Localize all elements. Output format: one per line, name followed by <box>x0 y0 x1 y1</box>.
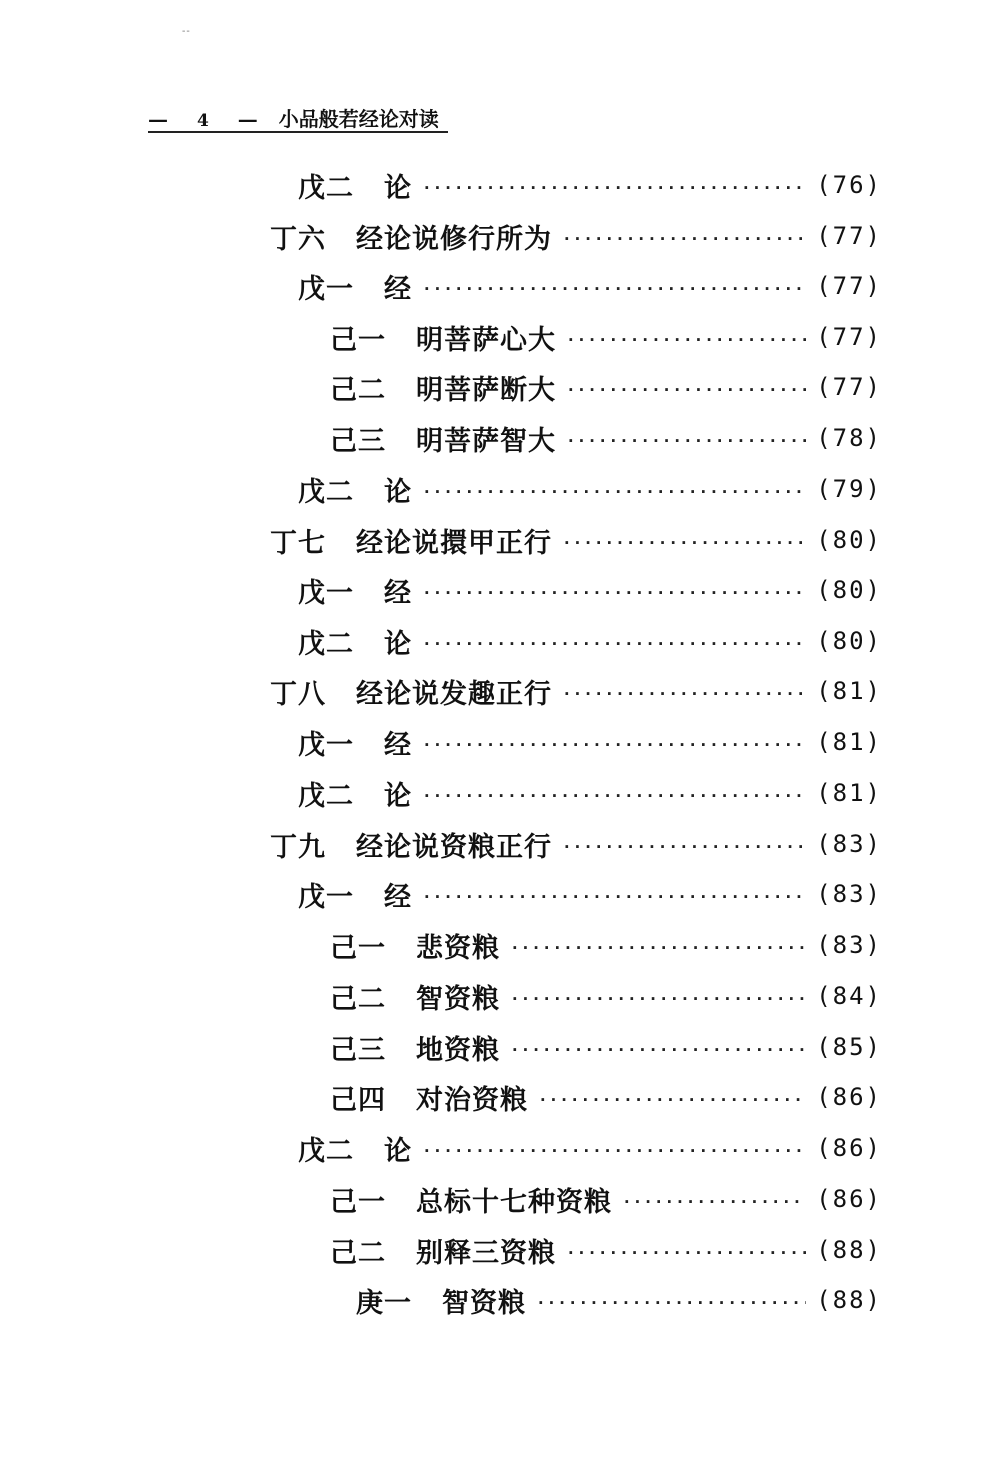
dot-leader <box>422 565 806 615</box>
toc-entry[interactable] <box>330 1174 882 1224</box>
entry-page: (86) <box>816 1083 882 1111</box>
entry-page: (88) <box>816 1286 882 1314</box>
entry-title: 经 <box>384 577 412 609</box>
dot-leader <box>562 666 806 716</box>
entry-page: (81) <box>816 779 882 807</box>
toc-entry[interactable] <box>270 666 882 716</box>
dot-leader <box>566 1225 806 1275</box>
dot-leader <box>422 869 806 919</box>
entry-title: 经论说擐甲正行 <box>356 527 552 559</box>
dot-leader <box>422 717 806 767</box>
entry-label: 己二 <box>330 1237 386 1269</box>
entry-label: 戊二 <box>298 1135 354 1167</box>
header-dash-left: — <box>148 107 168 131</box>
toc-entry[interactable] <box>270 819 882 869</box>
toc-entry[interactable] <box>330 362 882 412</box>
toc-entry[interactable] <box>270 211 882 261</box>
entry-page: (80) <box>816 576 882 604</box>
toc-entry[interactable] <box>298 1123 882 1173</box>
entry-title: 论 <box>384 628 412 660</box>
header-dash-right: — <box>237 107 258 131</box>
dot-leader <box>566 312 806 362</box>
entry-page: (77) <box>816 323 882 351</box>
toc-entry[interactable] <box>298 869 882 919</box>
entry-label: 丁九 <box>270 831 326 863</box>
entry-title: 智资粮 <box>442 1287 526 1319</box>
entry-page: (77) <box>816 373 882 401</box>
entry-page: (83) <box>816 931 882 959</box>
dot-leader <box>622 1174 806 1224</box>
entry-title: 论 <box>384 1135 412 1167</box>
entry-page: (86) <box>816 1134 882 1162</box>
entry-title: 别释三资粮 <box>416 1237 556 1269</box>
toc-entry[interactable] <box>330 413 882 463</box>
dot-leader <box>538 1072 806 1122</box>
entry-title: 明菩萨智大 <box>416 425 556 457</box>
entry-label: 戊一 <box>298 577 354 609</box>
entry-label: 戊二 <box>298 780 354 812</box>
entry-title: 对治资粮 <box>416 1084 528 1116</box>
entry-label: 己四 <box>330 1084 386 1116</box>
entry-page: (88) <box>816 1236 882 1264</box>
dot-leader <box>422 1123 806 1173</box>
entry-page: (78) <box>816 424 882 452</box>
entry-page: (83) <box>816 880 882 908</box>
dot-leader <box>422 768 806 818</box>
entry-title: 悲资粮 <box>416 932 500 964</box>
dot-leader <box>562 515 806 565</box>
entry-title: 总标十七种资粮 <box>416 1186 612 1218</box>
toc-entry[interactable] <box>298 717 882 767</box>
entry-label: 己一 <box>330 324 386 356</box>
header-rule <box>148 131 448 133</box>
toc-entry[interactable] <box>330 1022 882 1072</box>
book-title: 小品般若经论对读 <box>278 107 439 131</box>
entry-title: 经论说资粮正行 <box>356 831 552 863</box>
entry-page: (79) <box>816 475 882 503</box>
entry-title: 论 <box>384 780 412 812</box>
dot-leader <box>422 160 806 210</box>
dot-leader <box>510 920 806 970</box>
entry-title: 经 <box>384 881 412 913</box>
toc-entry[interactable] <box>298 565 882 615</box>
entry-label: 己一 <box>330 1186 386 1218</box>
entry-label: 己二 <box>330 374 386 406</box>
entry-label: 戊二 <box>298 172 354 204</box>
entry-label: 己二 <box>330 983 386 1015</box>
dot-leader <box>566 362 806 412</box>
dot-leader <box>422 616 806 666</box>
toc-entry[interactable] <box>330 971 882 1021</box>
toc-entry[interactable] <box>298 464 882 514</box>
entry-page: (80) <box>816 526 882 554</box>
entry-label: 丁六 <box>270 223 326 255</box>
toc-entry[interactable] <box>330 312 882 362</box>
entry-label: 戊一 <box>298 729 354 761</box>
toc-entry[interactable] <box>298 768 882 818</box>
entry-page: (81) <box>816 677 882 705</box>
toc-entry[interactable] <box>298 616 882 666</box>
entry-label: 戊二 <box>298 476 354 508</box>
entry-label: 庚一 <box>356 1287 412 1319</box>
entry-title: 论 <box>384 172 412 204</box>
entry-title: 地资粮 <box>416 1034 500 1066</box>
entry-title: 经 <box>384 273 412 305</box>
toc-entry[interactable] <box>298 261 882 311</box>
toc-entry[interactable] <box>270 515 882 565</box>
dot-leader <box>510 1022 806 1072</box>
toc-entry[interactable] <box>330 920 882 970</box>
entry-page: (77) <box>816 272 882 300</box>
entry-label: 己三 <box>330 1034 386 1066</box>
entry-title: 论 <box>384 476 412 508</box>
entry-label: 戊一 <box>298 881 354 913</box>
entry-title: 智资粮 <box>416 983 500 1015</box>
dot-leader <box>422 261 806 311</box>
entry-label: 己三 <box>330 425 386 457</box>
dot-leader <box>566 413 806 463</box>
entry-label: 戊二 <box>298 628 354 660</box>
entry-page: (81) <box>816 728 882 756</box>
dot-leader <box>562 819 806 869</box>
page-number: 4 <box>196 111 209 131</box>
entry-title: 明菩萨断大 <box>416 374 556 406</box>
entry-page: (80) <box>816 627 882 655</box>
dot-leader <box>562 211 806 261</box>
entry-title: 明菩萨心大 <box>416 324 556 356</box>
entry-title: 经 <box>384 729 412 761</box>
entry-label: 丁七 <box>270 527 326 559</box>
entry-label: 己一 <box>330 932 386 964</box>
entry-page: (86) <box>816 1185 882 1213</box>
running-header <box>148 104 448 134</box>
dot-leader <box>422 464 806 514</box>
toc-entry[interactable] <box>330 1072 882 1122</box>
dot-leader <box>536 1275 806 1325</box>
entry-page: (84) <box>816 982 882 1010</box>
dot-leader <box>510 971 806 1021</box>
toc-entry[interactable] <box>298 160 882 210</box>
toc-entry[interactable] <box>330 1225 882 1275</box>
scan-mark: -- <box>182 26 191 37</box>
entry-label: 戊一 <box>298 273 354 305</box>
entry-label: 丁八 <box>270 678 326 710</box>
entry-page: (77) <box>816 222 882 250</box>
entry-page: (76) <box>816 171 882 199</box>
entry-page: (83) <box>816 830 882 858</box>
entry-title: 经论说发趣正行 <box>356 678 552 710</box>
entry-page: (85) <box>816 1033 882 1061</box>
toc-entry[interactable] <box>356 1275 882 1325</box>
entry-title: 经论说修行所为 <box>356 223 552 255</box>
